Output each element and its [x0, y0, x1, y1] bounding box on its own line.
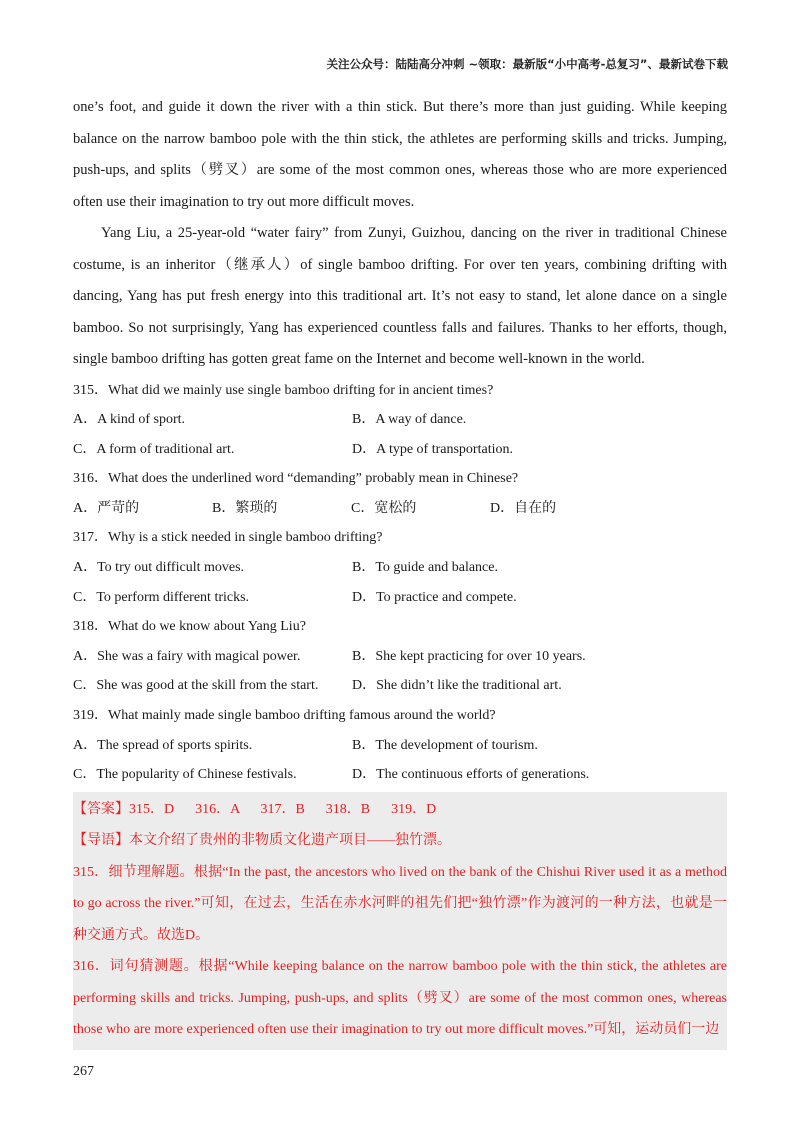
- option-c: C．A form of traditional art.: [73, 441, 235, 457]
- passage-paragraph: one’s foot, and guide it down the river with a thin stick. But there’s more than just guiding. While keeping balance on the narrow bamboo pole with the thin stick, the athletes are performing skills and tricks. Jumping, push-ups, and splits（劈叉）are some of the most common ones, whereas those who are more experienced often use their imagination to try out more difficult moves.: [73, 99, 727, 210]
- option-d: D．The continuous efforts of generations.: [352, 767, 590, 783]
- option-c: C．To perform different tricks.: [73, 589, 250, 605]
- document-body: [73, 92, 727, 1050]
- question-stem: 317．Why is a stick needed in single bamboo drifting?: [73, 530, 383, 546]
- question-stem: 319．What mainly made single bamboo drifting famous around the world?: [73, 708, 496, 724]
- guide-text: 本文介绍了贵州的非物质文化遗产项目——独竹漂。: [129, 833, 451, 849]
- option-d: D．A type of transportation.: [352, 441, 513, 457]
- question-stem: 316．What does the underlined word “demanding” probably mean in Chinese?: [73, 471, 519, 487]
- option-a: A．严苛的: [73, 500, 140, 516]
- option-c: C．The popularity of Chinese festivals.: [73, 767, 297, 783]
- guide-line: [73, 825, 727, 857]
- option-c: C．She was good at the skill from the start.: [73, 678, 319, 694]
- answer-tag: 【答案】: [73, 801, 129, 817]
- page-header: 关注公众号：陆陆高分冲刺 ~领取：最新版“小中高考-总复习”、最新试卷下载: [326, 57, 728, 71]
- question-options: [73, 760, 727, 790]
- option-a: A．She was a fairy with magical power.: [73, 648, 301, 664]
- question-options: [73, 731, 727, 761]
- guide-tag: 【导语】: [73, 833, 129, 849]
- passage-paragraph: Yang Liu, a 25-year-old “water fairy” from Zunyi, Guizhou, dancing on the river in traditional Chinese costume, is an inheritor（继承人）of single bamboo drifting. For over ten years, combining drifting with dancing, Yang has put fresh energy into this traditional art. It’s not easy to stand, let alone dance on a single bamboo. So not surprisingly, Yang has experienced countless falls and failures. Thanks to her efforts, though, single bamboo drifting has gotten great fame on the Internet and become well-known in the world.: [73, 225, 727, 367]
- question-options: [73, 583, 727, 613]
- question-stem: 318．What do we know about Yang Liu?: [73, 619, 306, 635]
- option-a: A．A kind of sport.: [73, 412, 185, 428]
- option-d: D．自在的: [490, 500, 557, 516]
- explanation-315: 315．细节理解题。根据“In the past, the ancestors who lived on the bank of the Chishui River used it as a method to go across the river.”可知，在过去，生活在赤水河畔的祖先们把“独竹漂”作为渡河的一种方法，也就是一种交通方式。故选D。: [73, 864, 727, 943]
- question-options: [73, 435, 727, 465]
- option-b: B．繁琐的: [212, 500, 278, 516]
- answer-key: 315．D 316．A 317．B 318．B 319．D: [129, 801, 437, 817]
- page-number: 267: [73, 1064, 94, 1079]
- option-a: A．The spread of sports spirits.: [73, 737, 253, 753]
- question-options: [73, 405, 727, 435]
- option-a: A．To try out difficult moves.: [73, 560, 245, 576]
- question-options: [73, 671, 727, 701]
- option-d: D．She didn’t like the traditional art.: [352, 678, 562, 694]
- question-options: [73, 553, 727, 583]
- explanation-316: 316．词句猜测题。根据“While keeping balance on the narrow bamboo pole with the thin stick, the athletes are performing skills and tricks. Jumping, push-ups, and splits（劈叉）are some of the most common ones, whereas those who are more experienced often use their imagination to try out more difficult moves.”可知，运动员们一边: [73, 959, 727, 1038]
- option-c: C．宽松的: [351, 500, 417, 516]
- answer-section: [73, 792, 727, 1050]
- answer-line: [73, 794, 727, 826]
- option-b: B．She kept practicing for over 10 years.: [352, 648, 586, 664]
- question-stem: 315．What did we mainly use single bamboo drifting for in ancient times?: [73, 382, 494, 398]
- option-b: B．A way of dance.: [352, 412, 467, 428]
- question-options: [73, 494, 727, 524]
- option-b: B．To guide and balance.: [352, 560, 498, 576]
- question-options: [73, 642, 727, 672]
- option-b: B．The development of tourism.: [352, 737, 538, 753]
- option-d: D．To practice and compete.: [352, 589, 517, 605]
